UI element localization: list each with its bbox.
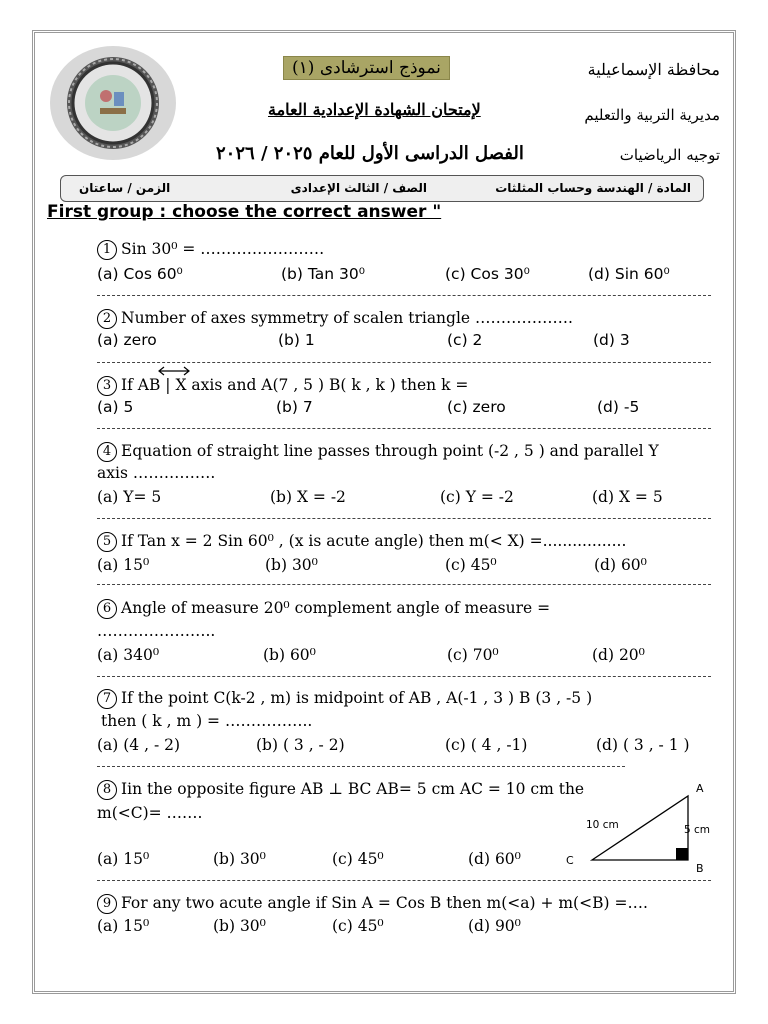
divider [97,428,711,429]
q1-option-d[interactable]: (d) Sin 60⁰ [588,265,670,283]
question-8: 8 Iin the opposite figure AB ⊥ BC AB= 5 cm AC = 10 cm the [97,780,584,800]
question-7: 7 If the point C(k-2 , m) is midpoint of AB , A(-1 , 3 ) B (3 , -5 ) [97,689,592,709]
q6-option-d[interactable]: (d) 20⁰ [592,646,645,664]
q4-option-c[interactable]: (c) Y = -2 [440,488,514,506]
q6-option-b[interactable]: (b) 60⁰ [263,646,316,664]
exam-title: لإمتحان الشهادة الإعدادية العامة [268,100,481,119]
q9-option-b[interactable]: (b) 30⁰ [213,917,266,935]
side-ab-label: 5 cm [684,824,711,836]
directorate-logo [48,44,178,162]
q2-option-d[interactable]: (d) 3 [593,331,630,349]
q6-option-c[interactable]: (c) 70⁰ [447,646,499,664]
q9-option-a[interactable]: (a) 15⁰ [97,917,150,935]
q3-option-b[interactable]: (b) 7 [276,398,313,416]
side-ac-label: 10 cm [586,819,619,831]
question-4: 4 Equation of straight line passes through point (-2 , 5 ) and parallel Y [97,442,659,462]
q8-option-b[interactable]: (b) 30⁰ [213,850,266,868]
divider [97,362,711,363]
divider [97,766,625,767]
q4-option-d[interactable]: (d) X = 5 [592,488,663,506]
q5-option-b[interactable]: (b) 30⁰ [265,556,318,574]
q1-option-a[interactable]: (a) Cos 60⁰ [97,265,183,283]
q9-option-c[interactable]: (c) 45⁰ [332,917,384,935]
q3-option-d[interactable]: (d) -5 [597,398,640,416]
q2-option-b[interactable]: (b) 1 [278,331,315,349]
divider [97,880,711,881]
q3-option-a[interactable]: (a) 5 [97,398,134,416]
term-title: الفصل الدراسى الأول للعام ٢٠٢٥ / ٢٠٢٦ [216,143,524,164]
q8-option-a[interactable]: (a) 15⁰ [97,850,150,868]
governorate-label: محافظة الإسماعيلية [587,60,720,79]
q1-option-b[interactable]: (b) Tan 30⁰ [281,265,365,283]
group-title: First group : choose the correct answer " [47,202,442,222]
q6-option-a[interactable]: (a) 340⁰ [97,646,160,664]
vertex-a-label: A [696,782,704,795]
question-9: 9 For any two acute angle if Sin A = Cos B then m(<a) + m(<B) =…. [97,894,648,914]
q3-option-c[interactable]: (c) zero [447,398,506,416]
divider [97,584,711,585]
question-7-line2: then ( k , m ) = …………….. [101,712,313,730]
question-8-line2: m(<C)= ……. [97,804,203,822]
question-6-line2: ………………….. [97,622,216,640]
q5-option-c[interactable]: (c) 45⁰ [445,556,497,574]
divider [97,295,711,296]
q5-option-d[interactable]: (d) 60⁰ [594,556,647,574]
q4-option-a[interactable]: (a) Y= 5 [97,488,162,506]
question-2: 2 Number of axes symmetry of scalen triangle ………………. [97,309,573,329]
q8-option-d[interactable]: (d) 60⁰ [468,850,521,868]
grade-label: الصف / الثالث الإعدادى [290,181,427,195]
q2-option-c[interactable]: (c) 2 [447,331,483,349]
right-angle-marker [676,848,688,860]
question-1: 1 Sin 30⁰ = …………………… [97,240,324,260]
vertex-c-label: C [566,854,574,867]
question-3: 3 If AB | X axis and A(7 , 5 ) B( k , k ) then k = [97,376,468,396]
divider [97,518,711,519]
q9-option-d[interactable]: (d) 90⁰ [468,917,521,935]
q2-option-a[interactable]: (a) zero [97,331,157,349]
q7-option-d[interactable]: (d) ( 3 , - 1 ) [596,736,690,754]
q5-option-a[interactable]: (a) 15⁰ [97,556,150,574]
question-4-line2: axis ……………. [97,464,216,482]
question-6: 6 Angle of measure 20⁰ complement angle of measure = [97,599,550,619]
q7-option-a[interactable]: (a) (4 , - 2) [97,736,181,754]
subject-bar [60,175,704,202]
vertex-b-label: B [696,862,704,875]
directorate-label: مديرية التربية والتعليم [584,106,720,124]
triangle-figure [560,778,730,878]
q7-option-c[interactable]: (c) ( 4 , -1) [445,736,528,754]
divider [97,676,711,677]
q4-option-b[interactable]: (b) X = -2 [270,488,346,506]
q8-option-c[interactable]: (c) 45⁰ [332,850,384,868]
q1-option-c[interactable]: (c) Cos 30⁰ [445,265,530,283]
q7-option-b[interactable]: (b) ( 3 , - 2) [256,736,345,754]
model-badge: نموذج استرشادى (١) [283,56,450,80]
line-arrow-icon [157,366,191,376]
subject-label: المادة / الهندسة وحساب المثلثات [495,181,691,195]
department-label: توجيه الرياضيات [619,146,720,164]
question-5: 5 If Tan x = 2 Sin 60⁰ , (x is acute angle) then m(< X) =................. [97,532,626,552]
time-label: الزمن / ساعتان [79,181,171,195]
